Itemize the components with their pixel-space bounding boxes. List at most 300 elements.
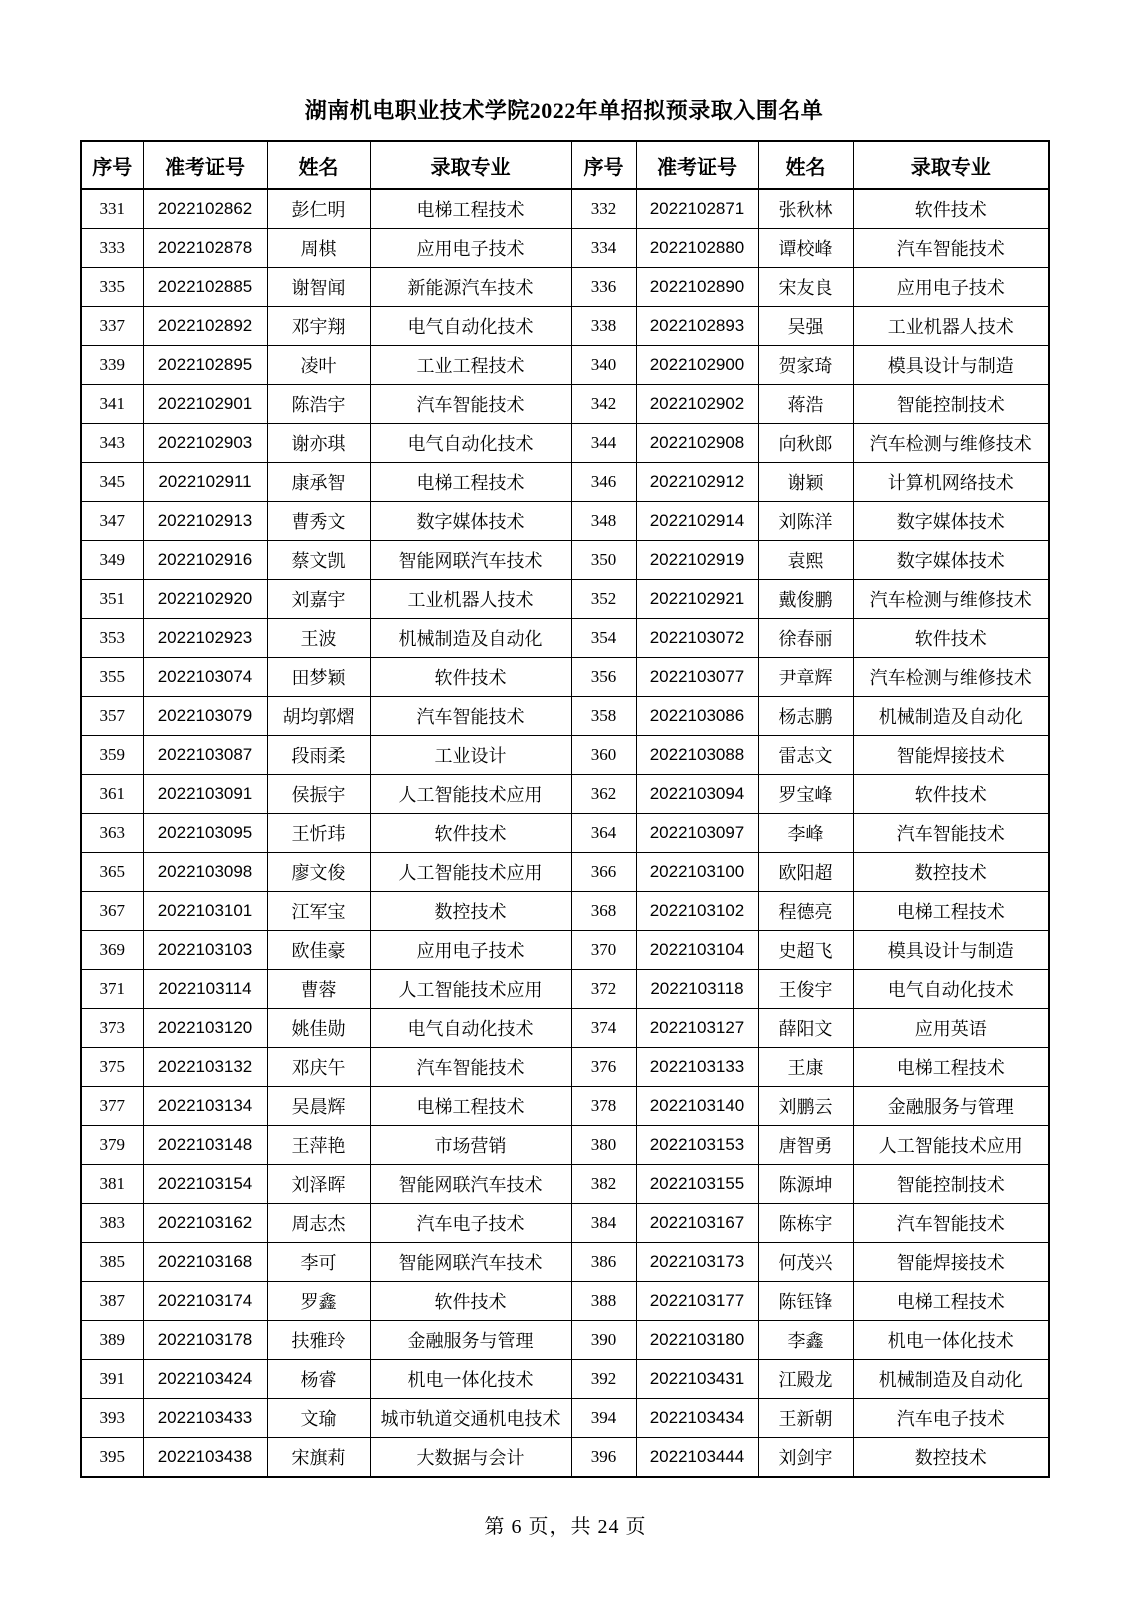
- cell-seq: 371: [81, 970, 143, 1009]
- cell-seq: 382: [571, 1165, 636, 1204]
- cell-major: 工业机器人技术: [853, 307, 1049, 346]
- cell-major: 电气自动化技术: [370, 424, 571, 463]
- table-row: [81, 307, 1049, 346]
- cell-name: 王波: [267, 619, 370, 658]
- table-row: [81, 619, 1049, 658]
- cell-major: 智能焊接技术: [853, 736, 1049, 775]
- cell-name: 王俊宇: [758, 970, 853, 1009]
- cell-name: 文瑜: [267, 1399, 370, 1438]
- cell-seq: 351: [81, 580, 143, 619]
- cell-name: 江军宝: [267, 892, 370, 931]
- cell-seq: 368: [571, 892, 636, 931]
- cell-name: 陈源坤: [758, 1165, 853, 1204]
- table-row: [81, 580, 1049, 619]
- cell-seq: 376: [571, 1048, 636, 1087]
- cell-name: 扶雅玲: [267, 1321, 370, 1360]
- cell-seq: 378: [571, 1087, 636, 1126]
- cell-exam-no: 2022102921: [636, 580, 758, 619]
- cell-major: 数字媒体技术: [370, 502, 571, 541]
- cell-major: 模具设计与制造: [853, 346, 1049, 385]
- table-row: [81, 931, 1049, 970]
- table-row: [81, 463, 1049, 502]
- cell-seq: 365: [81, 853, 143, 892]
- header-name: 姓名: [758, 141, 853, 189]
- cell-seq: 348: [571, 502, 636, 541]
- table-row: [81, 1243, 1049, 1282]
- cell-major: 汽车检测与维修技术: [853, 424, 1049, 463]
- cell-exam-no: 2022102916: [143, 541, 267, 580]
- cell-exam-no: 2022103180: [636, 1321, 758, 1360]
- cell-major: 应用电子技术: [853, 268, 1049, 307]
- cell-seq: 344: [571, 424, 636, 463]
- cell-seq: 335: [81, 268, 143, 307]
- cell-seq: 338: [571, 307, 636, 346]
- cell-name: 曹秀文: [267, 502, 370, 541]
- cell-seq: 388: [571, 1282, 636, 1321]
- cell-seq: 352: [571, 580, 636, 619]
- cell-seq: 366: [571, 853, 636, 892]
- cell-major: 机电一体化技术: [853, 1321, 1049, 1360]
- cell-exam-no: 2022103173: [636, 1243, 758, 1282]
- cell-seq: 374: [571, 1009, 636, 1048]
- cell-name: 王萍艳: [267, 1126, 370, 1165]
- cell-exam-no: 2022103100: [636, 853, 758, 892]
- admission-roster-table: [80, 140, 1050, 1478]
- cell-exam-no: 2022103079: [143, 697, 267, 736]
- cell-exam-no: 2022103104: [636, 931, 758, 970]
- cell-name: 刘剑宇: [758, 1438, 853, 1478]
- cell-exam-no: 2022103087: [143, 736, 267, 775]
- cell-seq: 389: [81, 1321, 143, 1360]
- cell-name: 杨志鹏: [758, 697, 853, 736]
- cell-major: 新能源汽车技术: [370, 268, 571, 307]
- cell-major: 计算机网络技术: [853, 463, 1049, 502]
- cell-exam-no: 2022103174: [143, 1282, 267, 1321]
- cell-seq: 358: [571, 697, 636, 736]
- cell-exam-no: 2022102895: [143, 346, 267, 385]
- cell-name: 史超飞: [758, 931, 853, 970]
- cell-seq: 381: [81, 1165, 143, 1204]
- cell-name: 蒋浩: [758, 385, 853, 424]
- cell-seq: 342: [571, 385, 636, 424]
- cell-seq: 336: [571, 268, 636, 307]
- cell-exam-no: 2022103155: [636, 1165, 758, 1204]
- cell-exam-no: 2022103072: [636, 619, 758, 658]
- table-row: [81, 385, 1049, 424]
- cell-name: 吴晨辉: [267, 1087, 370, 1126]
- cell-exam-no: 2022103074: [143, 658, 267, 697]
- cell-major: 智能焊接技术: [853, 1243, 1049, 1282]
- cell-exam-no: 2022102862: [143, 189, 267, 229]
- cell-seq: 379: [81, 1126, 143, 1165]
- cell-seq: 347: [81, 502, 143, 541]
- header-exam-no: 准考证号: [143, 141, 267, 189]
- table-row: [81, 229, 1049, 268]
- table-row: [81, 814, 1049, 853]
- table-row: [81, 1165, 1049, 1204]
- cell-exam-no: 2022103431: [636, 1360, 758, 1399]
- cell-major: 软件技术: [370, 814, 571, 853]
- cell-exam-no: 2022103162: [143, 1204, 267, 1243]
- cell-major: 人工智能技术应用: [853, 1126, 1049, 1165]
- cell-major: 汽车智能技术: [370, 1048, 571, 1087]
- cell-exam-no: 2022103154: [143, 1165, 267, 1204]
- cell-name: 宋旗莉: [267, 1438, 370, 1478]
- cell-name: 周志杰: [267, 1204, 370, 1243]
- cell-name: 李可: [267, 1243, 370, 1282]
- cell-seq: 372: [571, 970, 636, 1009]
- cell-name: 薛阳文: [758, 1009, 853, 1048]
- table-row: [81, 892, 1049, 931]
- cell-exam-no: 2022103098: [143, 853, 267, 892]
- cell-exam-no: 2022103114: [143, 970, 267, 1009]
- cell-seq: 391: [81, 1360, 143, 1399]
- cell-exam-no: 2022103140: [636, 1087, 758, 1126]
- cell-name: 徐春丽: [758, 619, 853, 658]
- cell-name: 宋友良: [758, 268, 853, 307]
- cell-seq: 395: [81, 1438, 143, 1478]
- table-row: [81, 1360, 1049, 1399]
- cell-major: 软件技术: [370, 658, 571, 697]
- cell-major: 电梯工程技术: [370, 463, 571, 502]
- cell-name: 谢智闻: [267, 268, 370, 307]
- cell-seq: 383: [81, 1204, 143, 1243]
- table-row: [81, 1282, 1049, 1321]
- cell-exam-no: 2022102911: [143, 463, 267, 502]
- cell-name: 贺家琦: [758, 346, 853, 385]
- cell-exam-no: 2022102893: [636, 307, 758, 346]
- cell-name: 袁熙: [758, 541, 853, 580]
- cell-major: 电梯工程技术: [370, 189, 571, 229]
- cell-seq: 332: [571, 189, 636, 229]
- header-name: 姓名: [267, 141, 370, 189]
- cell-exam-no: 2022102923: [143, 619, 267, 658]
- cell-exam-no: 2022103438: [143, 1438, 267, 1478]
- cell-seq: 392: [571, 1360, 636, 1399]
- cell-seq: 333: [81, 229, 143, 268]
- cell-exam-no: 2022103120: [143, 1009, 267, 1048]
- cell-exam-no: 2022102900: [636, 346, 758, 385]
- cell-exam-no: 2022103097: [636, 814, 758, 853]
- cell-name: 向秋郎: [758, 424, 853, 463]
- cell-name: 周棋: [267, 229, 370, 268]
- cell-major: 智能网联汽车技术: [370, 541, 571, 580]
- cell-exam-no: 2022102908: [636, 424, 758, 463]
- cell-major: 汽车智能技术: [853, 1204, 1049, 1243]
- cell-exam-no: 2022102890: [636, 268, 758, 307]
- table-row: [81, 1048, 1049, 1087]
- cell-major: 工业机器人技术: [370, 580, 571, 619]
- cell-major: 应用英语: [853, 1009, 1049, 1048]
- cell-exam-no: 2022103168: [143, 1243, 267, 1282]
- cell-name: 段雨柔: [267, 736, 370, 775]
- table-row: [81, 1087, 1049, 1126]
- cell-major: 电气自动化技术: [853, 970, 1049, 1009]
- cell-name: 刘陈洋: [758, 502, 853, 541]
- cell-exam-no: 2022103177: [636, 1282, 758, 1321]
- cell-name: 刘嘉宇: [267, 580, 370, 619]
- cell-seq: 343: [81, 424, 143, 463]
- cell-exam-no: 2022103148: [143, 1126, 267, 1165]
- cell-major: 电梯工程技术: [853, 892, 1049, 931]
- cell-seq: 394: [571, 1399, 636, 1438]
- cell-name: 蔡文凯: [267, 541, 370, 580]
- cell-exam-no: 2022102902: [636, 385, 758, 424]
- table-row: [81, 346, 1049, 385]
- cell-major: 金融服务与管理: [853, 1087, 1049, 1126]
- cell-name: 侯振宇: [267, 775, 370, 814]
- cell-name: 何茂兴: [758, 1243, 853, 1282]
- cell-seq: 354: [571, 619, 636, 658]
- cell-exam-no: 2022103178: [143, 1321, 267, 1360]
- table-row: [81, 1126, 1049, 1165]
- cell-exam-no: 2022103086: [636, 697, 758, 736]
- cell-major: 数字媒体技术: [853, 502, 1049, 541]
- header-row: [81, 141, 1049, 189]
- cell-exam-no: 2022103103: [143, 931, 267, 970]
- table-row: [81, 1321, 1049, 1360]
- cell-exam-no: 2022102885: [143, 268, 267, 307]
- cell-major: 汽车智能技术: [853, 229, 1049, 268]
- cell-name: 尹章辉: [758, 658, 853, 697]
- cell-seq: 375: [81, 1048, 143, 1087]
- cell-major: 工业工程技术: [370, 346, 571, 385]
- cell-major: 电梯工程技术: [370, 1087, 571, 1126]
- cell-name: 廖文俊: [267, 853, 370, 892]
- cell-major: 市场营销: [370, 1126, 571, 1165]
- cell-seq: 334: [571, 229, 636, 268]
- cell-major: 汽车检测与维修技术: [853, 580, 1049, 619]
- cell-major: 智能控制技术: [853, 385, 1049, 424]
- cell-exam-no: 2022103132: [143, 1048, 267, 1087]
- cell-major: 应用电子技术: [370, 931, 571, 970]
- cell-name: 姚佳勋: [267, 1009, 370, 1048]
- cell-major: 智能网联汽车技术: [370, 1243, 571, 1282]
- cell-exam-no: 2022103095: [143, 814, 267, 853]
- cell-seq: 370: [571, 931, 636, 970]
- cell-major: 工业设计: [370, 736, 571, 775]
- page-title: 湖南机电职业技术学院2022年单招拟预录取入围名单: [304, 98, 824, 123]
- cell-major: 机械制造及自动化: [853, 697, 1049, 736]
- cell-exam-no: 2022102919: [636, 541, 758, 580]
- cell-name: 谢颖: [758, 463, 853, 502]
- cell-exam-no: 2022102892: [143, 307, 267, 346]
- cell-seq: 345: [81, 463, 143, 502]
- header-seq: 序号: [81, 141, 143, 189]
- cell-major: 软件技术: [853, 189, 1049, 229]
- cell-seq: 339: [81, 346, 143, 385]
- cell-exam-no: 2022103434: [636, 1399, 758, 1438]
- cell-major: 软件技术: [853, 619, 1049, 658]
- cell-major: 汽车检测与维修技术: [853, 658, 1049, 697]
- cell-major: 应用电子技术: [370, 229, 571, 268]
- cell-name: 雷志文: [758, 736, 853, 775]
- cell-seq: 349: [81, 541, 143, 580]
- cell-major: 汽车智能技术: [370, 697, 571, 736]
- table-row: [81, 853, 1049, 892]
- table-row: [81, 268, 1049, 307]
- cell-exam-no: 2022103153: [636, 1126, 758, 1165]
- cell-seq: 346: [571, 463, 636, 502]
- cell-name: 罗宝峰: [758, 775, 853, 814]
- cell-major: 大数据与会计: [370, 1438, 571, 1478]
- cell-exam-no: 2022102913: [143, 502, 267, 541]
- cell-name: 刘泽晖: [267, 1165, 370, 1204]
- cell-name: 张秋林: [758, 189, 853, 229]
- cell-major: 智能网联汽车技术: [370, 1165, 571, 1204]
- cell-exam-no: 2022103133: [636, 1048, 758, 1087]
- cell-major: 软件技术: [853, 775, 1049, 814]
- header-major: 录取专业: [370, 141, 571, 189]
- cell-exam-no: 2022103444: [636, 1438, 758, 1478]
- table-row: [81, 1438, 1049, 1478]
- table-row: [81, 775, 1049, 814]
- cell-major: 电气自动化技术: [370, 1009, 571, 1048]
- cell-exam-no: 2022103118: [636, 970, 758, 1009]
- cell-major: 电气自动化技术: [370, 307, 571, 346]
- cell-name: 田梦颖: [267, 658, 370, 697]
- cell-exam-no: 2022103167: [636, 1204, 758, 1243]
- cell-seq: 367: [81, 892, 143, 931]
- cell-name: 江殿龙: [758, 1360, 853, 1399]
- cell-seq: 396: [571, 1438, 636, 1478]
- cell-name: 胡均郭熠: [267, 697, 370, 736]
- cell-major: 机械制造及自动化: [853, 1360, 1049, 1399]
- cell-seq: 377: [81, 1087, 143, 1126]
- table-row: [81, 1009, 1049, 1048]
- cell-name: 陈浩宇: [267, 385, 370, 424]
- cell-major: 人工智能技术应用: [370, 775, 571, 814]
- cell-exam-no: 2022103101: [143, 892, 267, 931]
- table-row: [81, 970, 1049, 1009]
- cell-seq: 380: [571, 1126, 636, 1165]
- header-exam-no: 准考证号: [636, 141, 758, 189]
- table-row: [81, 189, 1049, 229]
- cell-seq: 364: [571, 814, 636, 853]
- cell-major: 机电一体化技术: [370, 1360, 571, 1399]
- cell-name: 谭校峰: [758, 229, 853, 268]
- cell-major: 数控技术: [853, 1438, 1049, 1478]
- table-body: [81, 189, 1049, 1477]
- cell-seq: 350: [571, 541, 636, 580]
- cell-name: 欧佳豪: [267, 931, 370, 970]
- cell-name: 陈钰锋: [758, 1282, 853, 1321]
- cell-name: 凌叶: [267, 346, 370, 385]
- table-row: [81, 1204, 1049, 1243]
- table-row: [81, 658, 1049, 697]
- cell-name: 欧阳超: [758, 853, 853, 892]
- cell-exam-no: 2022102920: [143, 580, 267, 619]
- cell-seq: 340: [571, 346, 636, 385]
- cell-seq: 355: [81, 658, 143, 697]
- cell-name: 康承智: [267, 463, 370, 502]
- cell-major: 人工智能技术应用: [370, 970, 571, 1009]
- cell-exam-no: 2022102914: [636, 502, 758, 541]
- cell-major: 金融服务与管理: [370, 1321, 571, 1360]
- cell-name: 程德亮: [758, 892, 853, 931]
- cell-name: 王新朝: [758, 1399, 853, 1438]
- header-seq: 序号: [571, 141, 636, 189]
- cell-major: 汽车电子技术: [370, 1204, 571, 1243]
- cell-exam-no: 2022102903: [143, 424, 267, 463]
- cell-exam-no: 2022103088: [636, 736, 758, 775]
- cell-seq: 337: [81, 307, 143, 346]
- table-row: [81, 736, 1049, 775]
- cell-name: 邓宇翔: [267, 307, 370, 346]
- cell-seq: 362: [571, 775, 636, 814]
- cell-name: 邓庆午: [267, 1048, 370, 1087]
- cell-exam-no: 2022103424: [143, 1360, 267, 1399]
- cell-name: 谢亦琪: [267, 424, 370, 463]
- cell-major: 机械制造及自动化: [370, 619, 571, 658]
- cell-seq: 387: [81, 1282, 143, 1321]
- cell-seq: 393: [81, 1399, 143, 1438]
- cell-seq: 361: [81, 775, 143, 814]
- cell-name: 吴强: [758, 307, 853, 346]
- cell-name: 王康: [758, 1048, 853, 1087]
- cell-seq: 373: [81, 1009, 143, 1048]
- cell-seq: 390: [571, 1321, 636, 1360]
- cell-major: 数控技术: [853, 853, 1049, 892]
- table-row: [81, 424, 1049, 463]
- cell-seq: 384: [571, 1204, 636, 1243]
- cell-major: 数字媒体技术: [853, 541, 1049, 580]
- cell-exam-no: 2022103433: [143, 1399, 267, 1438]
- cell-major: 模具设计与制造: [853, 931, 1049, 970]
- cell-seq: 386: [571, 1243, 636, 1282]
- cell-major: 智能控制技术: [853, 1165, 1049, 1204]
- cell-name: 唐智勇: [758, 1126, 853, 1165]
- cell-major: 汽车智能技术: [853, 814, 1049, 853]
- cell-seq: 360: [571, 736, 636, 775]
- table-row: [81, 502, 1049, 541]
- cell-exam-no: 2022103077: [636, 658, 758, 697]
- cell-seq: 357: [81, 697, 143, 736]
- cell-exam-no: 2022103102: [636, 892, 758, 931]
- cell-name: 曹蓉: [267, 970, 370, 1009]
- cell-name: 李鑫: [758, 1321, 853, 1360]
- cell-seq: 363: [81, 814, 143, 853]
- cell-exam-no: 2022102880: [636, 229, 758, 268]
- table-row: [81, 1399, 1049, 1438]
- cell-exam-no: 2022102878: [143, 229, 267, 268]
- table-header: [81, 141, 1049, 189]
- cell-name: 李峰: [758, 814, 853, 853]
- cell-name: 杨睿: [267, 1360, 370, 1399]
- cell-seq: 331: [81, 189, 143, 229]
- table-row: [81, 697, 1049, 736]
- cell-name: 刘鹏云: [758, 1087, 853, 1126]
- cell-major: 城市轨道交通机电技术: [370, 1399, 571, 1438]
- cell-seq: 353: [81, 619, 143, 658]
- cell-exam-no: 2022103134: [143, 1087, 267, 1126]
- cell-seq: 369: [81, 931, 143, 970]
- cell-exam-no: 2022102912: [636, 463, 758, 502]
- cell-name: 陈栋宇: [758, 1204, 853, 1243]
- header-major: 录取专业: [853, 141, 1049, 189]
- cell-name: 王忻玮: [267, 814, 370, 853]
- table-row: [81, 541, 1049, 580]
- cell-major: 软件技术: [370, 1282, 571, 1321]
- cell-exam-no: 2022102901: [143, 385, 267, 424]
- cell-exam-no: 2022103094: [636, 775, 758, 814]
- cell-major: 电梯工程技术: [853, 1048, 1049, 1087]
- cell-name: 罗鑫: [267, 1282, 370, 1321]
- cell-major: 人工智能技术应用: [370, 853, 571, 892]
- cell-name: 戴俊鹏: [758, 580, 853, 619]
- cell-name: 彭仁明: [267, 189, 370, 229]
- cell-major: 汽车电子技术: [853, 1399, 1049, 1438]
